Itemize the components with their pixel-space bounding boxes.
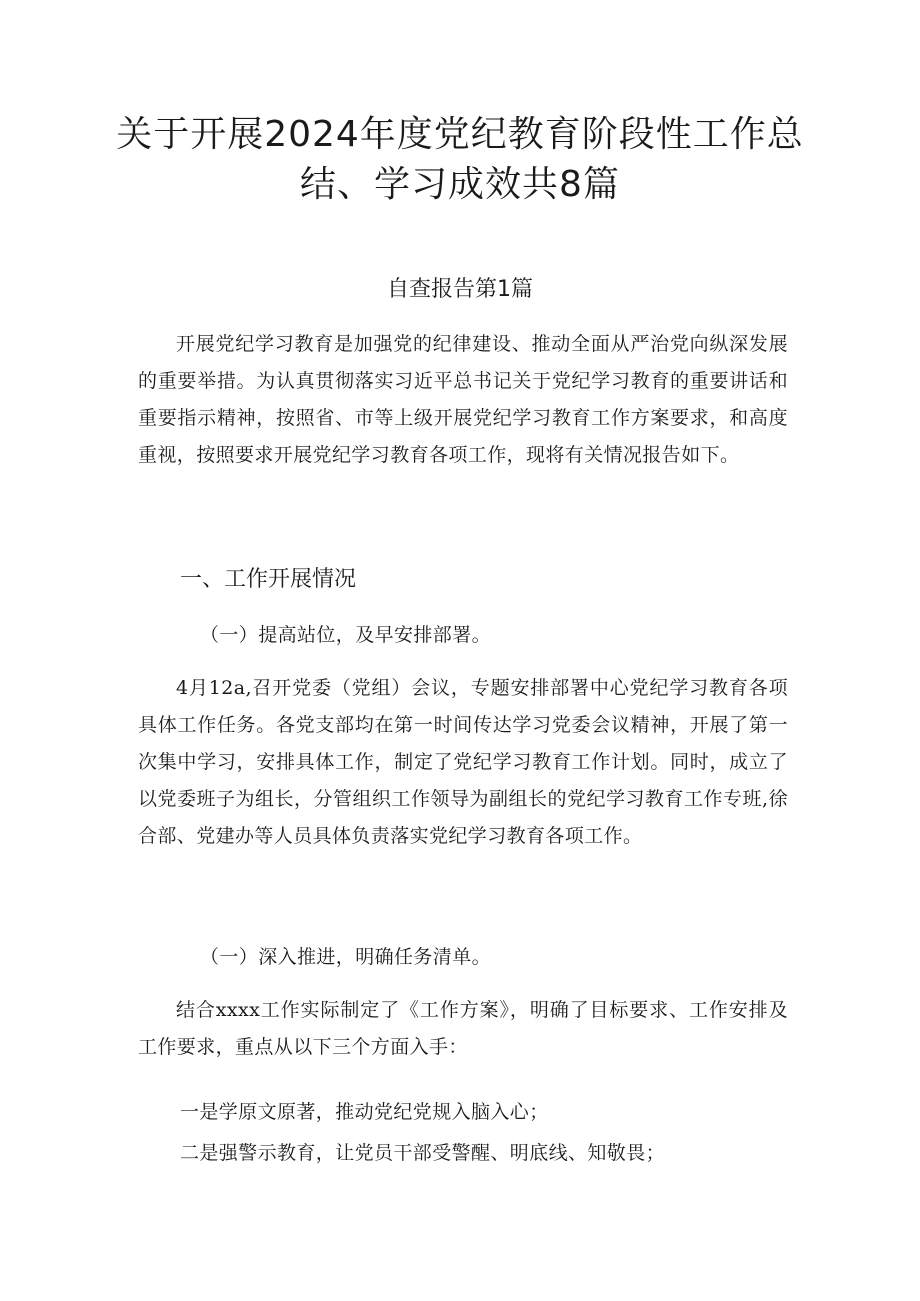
intro-paragraph: 开展党纪学习教育是加强党的纪律建设、推动全面从严治党向纵深发展的重要举措。为认真贯彻落实习近平总书记关于党纪学习教育的重要讲话和重要指示精神，按照省、市等上级开展党纪学习教育工作方案要求，和高度重视，按照要求开展党纪学习教育各项工作，现将有关情况报告如下。 — [138, 333, 788, 466]
document-title — [110, 110, 810, 210]
title-line-2: 结、学习成效共8篇 — [300, 164, 620, 205]
subsection-heading-2: （一）深入推进，明确任务清单。 — [200, 946, 492, 968]
list-item: 一是学原文原著，推动党纪党规入脑入心； — [180, 1101, 549, 1123]
subsection-body-1: 4月12a,召开党委（党组）会议，专题安排部署中心党纪学习教育各项具体工作任务。各党支部均在第一时间传达学习党委会议精神，开展了第一次集中学习，安排具体工作，制定了党纪学习教育工作计划。同时，成立了以党委班子为组长，分管组织工作领导为副组长的党纪学习教育工作专班,徐合部、党建办等人员具体负责落实党纪学习教育各项工作。 — [138, 677, 788, 847]
subsection-body-2: 结合xxxx工作实际制定了《工作方案》，明确了目标要求、工作安排及工作要求，重点从以下三个方面入手： — [138, 999, 788, 1058]
subsection-heading-1: （一）提高站位，及早安排部署。 — [200, 624, 492, 646]
title-line-1: 关于开展2024年度党纪教育阶段性工作总 — [116, 114, 804, 155]
section-subtitle: 自查报告第1篇 — [387, 277, 533, 302]
list-item: 二是强警示教育，让党员干部受警醒、明底线、知敬畏； — [180, 1142, 666, 1164]
section-heading-1: 一、工作开展情况 — [180, 567, 357, 592]
